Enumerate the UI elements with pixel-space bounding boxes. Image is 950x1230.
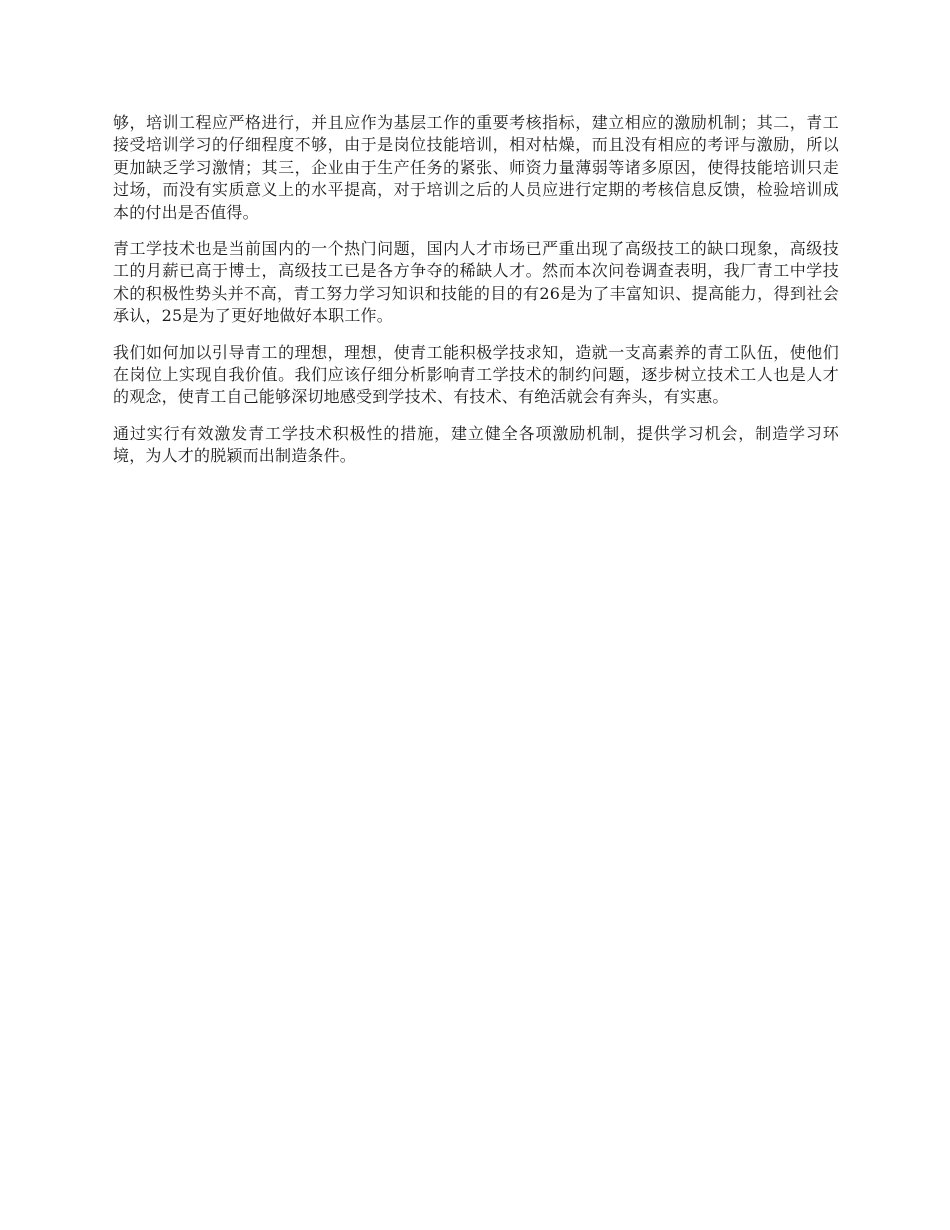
paragraph-2: 青工学技术也是当前国内的一个热门问题，国内人才市场已严重出现了高级技工的缺口现象，高级技工的月薪已高于博士，高级技工已是各方争夺的稀缺人才。然而本次问卷调查表明，我厂青工中学技术的积极性势头并不高，青工努力学习知识和技能的目的有26是为了丰富知识、提高能力，得到社会承认，25是为了更好地做好本职工作。	[113, 239, 839, 326]
paragraph-4: 通过实行有效激发青工学技术积极性的措施，建立健全各项激励机制，提供学习机会，制造学习环境，为人才的脱颖而出制造条件。	[113, 423, 839, 466]
paragraph-3: 我们如何加以引导青工的理想，理想，使青工能积极学技求知，造就一支高素养的青工队伍，使他们在岗位上实现自我价值。我们应该仔细分析影响青工学技术的制约问题，逐步树立技术工人也是人才的观念，使青工自己能够深切地感受到学技术、有技术、有绝活就会有奔头，有实惠。	[113, 342, 839, 407]
document-body	[113, 112, 839, 482]
paragraph-1: 够，培训工程应严格进行，并且应作为基层工作的重要考核指标，建立相应的激励机制；其二，青工接受培训学习的仔细程度不够，由于是岗位技能培训，相对枯燥，而且没有相应的考评与激励，所以更加缺乏学习激情；其三，企业由于生产任务的紧张、师资力量薄弱等诸多原因，使得技能培训只走过场，而没有实质意义上的水平提高，对于培训之后的人员应进行定期的考核信息反馈，检验培训成本的付出是否值得。	[113, 113, 839, 222]
